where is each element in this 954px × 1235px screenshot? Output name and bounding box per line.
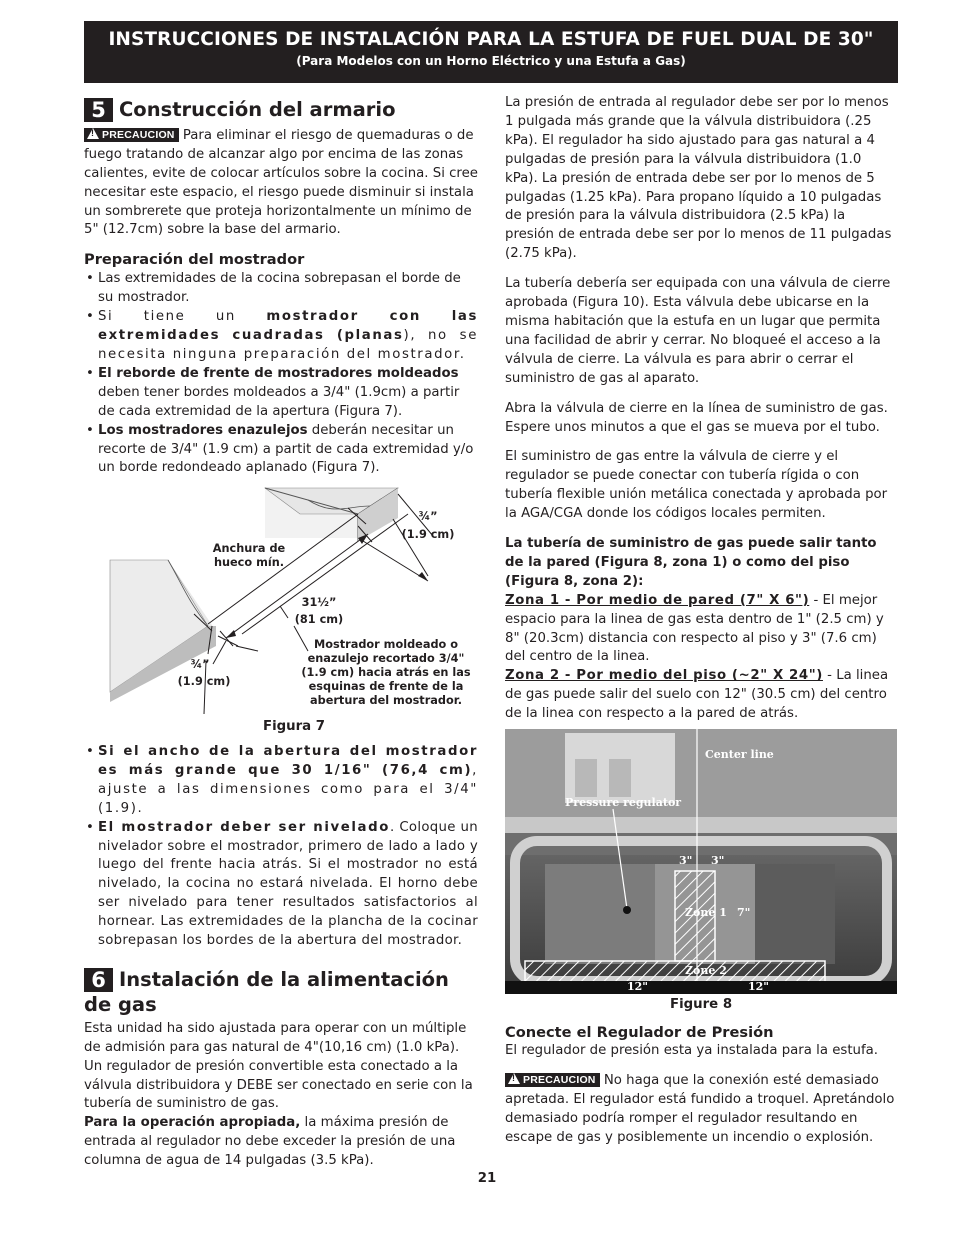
section-6-p1: Esta unidad ha sido ajustada para operar con un múltiple de admisión para gas natural de 4"(10,16 cm) (1.0 kPa). Un regulador de presión convertible esta conectado a la válvula distribuidora y DEBE ser conectado en serie con la tubería de suministro de gas.	[84, 1020, 473, 1112]
page-number: 21	[477, 1171, 497, 1186]
left-column-lower	[84, 743, 478, 1171]
left-column	[84, 98, 478, 478]
section-5-caution	[84, 127, 478, 240]
fig8-zone-1: Zone 1	[685, 906, 727, 919]
right-p3: Abra la válvula de cierre en la línea de suministro de gas. Espere unos minutos a que el gas se mueva por el tubo.	[505, 400, 888, 435]
section-6-number: 6	[84, 968, 113, 992]
header-title: INSTRUCCIONES DE INSTALACIÓN PARA LA ESTUFA DE FUEL DUAL DE 30"	[108, 29, 874, 50]
fig7-label-81: (81 cm)	[294, 613, 344, 626]
warning-icon	[508, 1073, 520, 1084]
fig8-three-left: 3"	[679, 854, 693, 867]
right-column	[505, 94, 898, 724]
fig7-label-34-bottom: ¾”	[190, 658, 210, 671]
figure-7-caption: Figura 7	[263, 719, 326, 734]
right-p4: El suministro de gas entre la válvula de cierre y el regulador se puede conectar con tubería rígida o con tubería flexible unión metálica conectada y aprobada por la AGA/CGA donde los códigos locales permiten.	[505, 449, 888, 522]
caution-text: No haga que la conexión esté demasiado apretada. El regulador está fundido a troquel. Apretándolo demasiado podría romper el regulador resultando en escape de gas y posiblemente un incendio o explosión.	[505, 1072, 895, 1145]
section-5-heading	[84, 98, 478, 123]
right-p2: La tubería debería ser equipada con una válvula de cierre aprobada (Figura 10). Esta válvula debe ubicarse en la misma habitación que la estufa en un lugar que permita una facilidad de abrir y cerrar. No bloqueé el acceso a la válvula de cierre. La válvula es para abrir o cerrar el suministro de gas al aparato.	[505, 276, 891, 386]
list-item: • Los mostradores enazulejos deberán necesitar un recorte de 3/4" (1.9 cm) a partit de cada extremidad y/o un borde redondeado aplanado (Figura 7).	[84, 422, 478, 479]
zone-1-paragraph: Zona 1 - Por medio de pared (7" X 6") - El mejor espacio para la linea de gas esta dentro de 1" (2.5 cm) y 8" (20.3cm) distancia con respecto al piso y 3" (7.6 cm) del centro de la linea.	[505, 592, 884, 665]
section-6-p2: Para la operación apropiada, la máxima presión de entrada al regulador no debe exceder la presión de una columna de agua de 14 pulgadas (3.5 kPa).	[84, 1115, 456, 1169]
fig8-pressure-regulator: Pressure regulator	[565, 796, 682, 809]
fig8-center-line: Center line	[705, 748, 774, 761]
fig8-three-right: 3"	[711, 854, 725, 867]
fig7-label-19-bottom: (1.9 cm)	[177, 675, 231, 688]
fig7-label-width: Anchura de hueco mín.	[212, 542, 286, 569]
regulator-caution	[505, 1072, 898, 1148]
section-5-title: Construcción del armario	[119, 98, 396, 121]
warning-icon	[87, 128, 99, 139]
fig7-label-315: 31½”	[301, 596, 337, 609]
fig8-twelve-left: 12"	[627, 980, 649, 993]
list-item: • Si el ancho de la abertura del mostrador es más grande que 30 1/16" (76,4 cm), ajuste a las dimensiones como para el 3/4" (1.9).	[84, 743, 478, 819]
fig7-label-moldeado: Mostrador moldeado o enazulejo recortado 3/4" (1.9 cm) hacia atrás en las esquinas de frente de la abertura del mostrador.	[301, 638, 471, 707]
caution-badge: !PRECAUCION	[505, 1073, 600, 1087]
section-6-title: Instalación de la alimentación de gas	[84, 967, 449, 1016]
caution-badge: !PRECAUCION	[84, 128, 179, 142]
right-p1: La presión de entrada al regulador debe ser por lo menos 1 pulgada más grande que la válvula distribuidora (.25 kPa). El regulador ha sido ajustado para gas natural a 4 pulgadas de presión para la válvula distribuidora (1.0 kPa). La presión de entrada debe ser por lo menos de 5 pulgadas (1.25 kPa). Para propano líquido a 10 pulgadas de presión para la válvula distribuidora (2.5 kPa) la presión de entrada debe ser por lo menos de 11 pulgadas (2.75 kPa).	[505, 95, 892, 262]
figure-8-photo	[505, 729, 897, 994]
zone-2-paragraph: Zona 2 - Por medio del piso (~2" X 24") - La linea de gas puede salir del suelo con 12" (30.5 cm) del centro de la linea con respecto a la pared de atrás.	[505, 668, 889, 722]
right-column-lower	[505, 1024, 898, 1148]
countertop-list	[84, 270, 478, 478]
list-item: • El mostrador deber ser nivelado. Coloque un nivelador sobre el mostrador, primero de lado a lado y luego del frente hacia atrás. Si el mostrador no está nivelado, la cocina no estará nivelada. El horno debe ser nivelado para tener resultados satisfactorios al hornear. Las extremidades de la plancha de la cocinar sobrepasan los bordes de la abertura del mostrador.	[84, 819, 478, 951]
section-5-number: 5	[84, 98, 113, 122]
figure-8-drawing	[505, 729, 897, 994]
figure-7	[108, 486, 480, 741]
page-header	[84, 21, 898, 83]
header-subtitle: (Para Modelos con un Horno Eléctrico y una Estufa a Gas)	[296, 54, 686, 68]
regulator-subheading: Conecte el Regulador de Presión	[505, 1024, 774, 1041]
list-item: • El reborde de frente de mostradores moldeados deben tener bordes moldeados a 3/4" (1.9cm) a partir de cada extremidad de la apertura (Figura 7).	[84, 365, 478, 422]
caution-text: Para eliminar el riesgo de quemaduras o de fuego tratando de alcanzar algo por encima de las zonas calientes, evite de colocar artículos sobre la cocina. Si cree necesitar este espacio, el riesgo puede disminuir si instala un sombrerete que proteja horizontalmente un mínimo de 5" (12.7cm) sobre la base del armario.	[84, 127, 478, 238]
fig7-label-19-top: (1.9 cm)	[401, 528, 455, 541]
countertop-subheading: Preparación del mostrador	[84, 251, 305, 269]
list-item: • Si tiene un mostrador con las extremidades cuadradas (planas), no se necesita ninguna preparación del mostrador.	[84, 308, 478, 365]
figure-8-caption: Figure 8	[670, 997, 733, 1012]
regulator-text: El regulador de presión esta ya instalada para la estufa.	[505, 1043, 879, 1058]
fig8-twelve-right: 12"	[748, 980, 770, 993]
section-6-heading	[84, 968, 478, 1018]
right-p5: La tubería de suministro de gas puede salir tanto de la pared (Figura 8, zona 1) o como del piso (Figura 8, zona 2):	[505, 536, 877, 589]
fig8-zone-2: Zone 2	[685, 964, 727, 977]
fig7-label-34-top: ¾”	[418, 510, 438, 523]
fig8-seven: 7"	[737, 906, 751, 919]
countertop-list-2	[84, 743, 478, 951]
list-item: • Las extremidades de la cocina sobrepasan el borde de su mostrador.	[84, 270, 478, 308]
